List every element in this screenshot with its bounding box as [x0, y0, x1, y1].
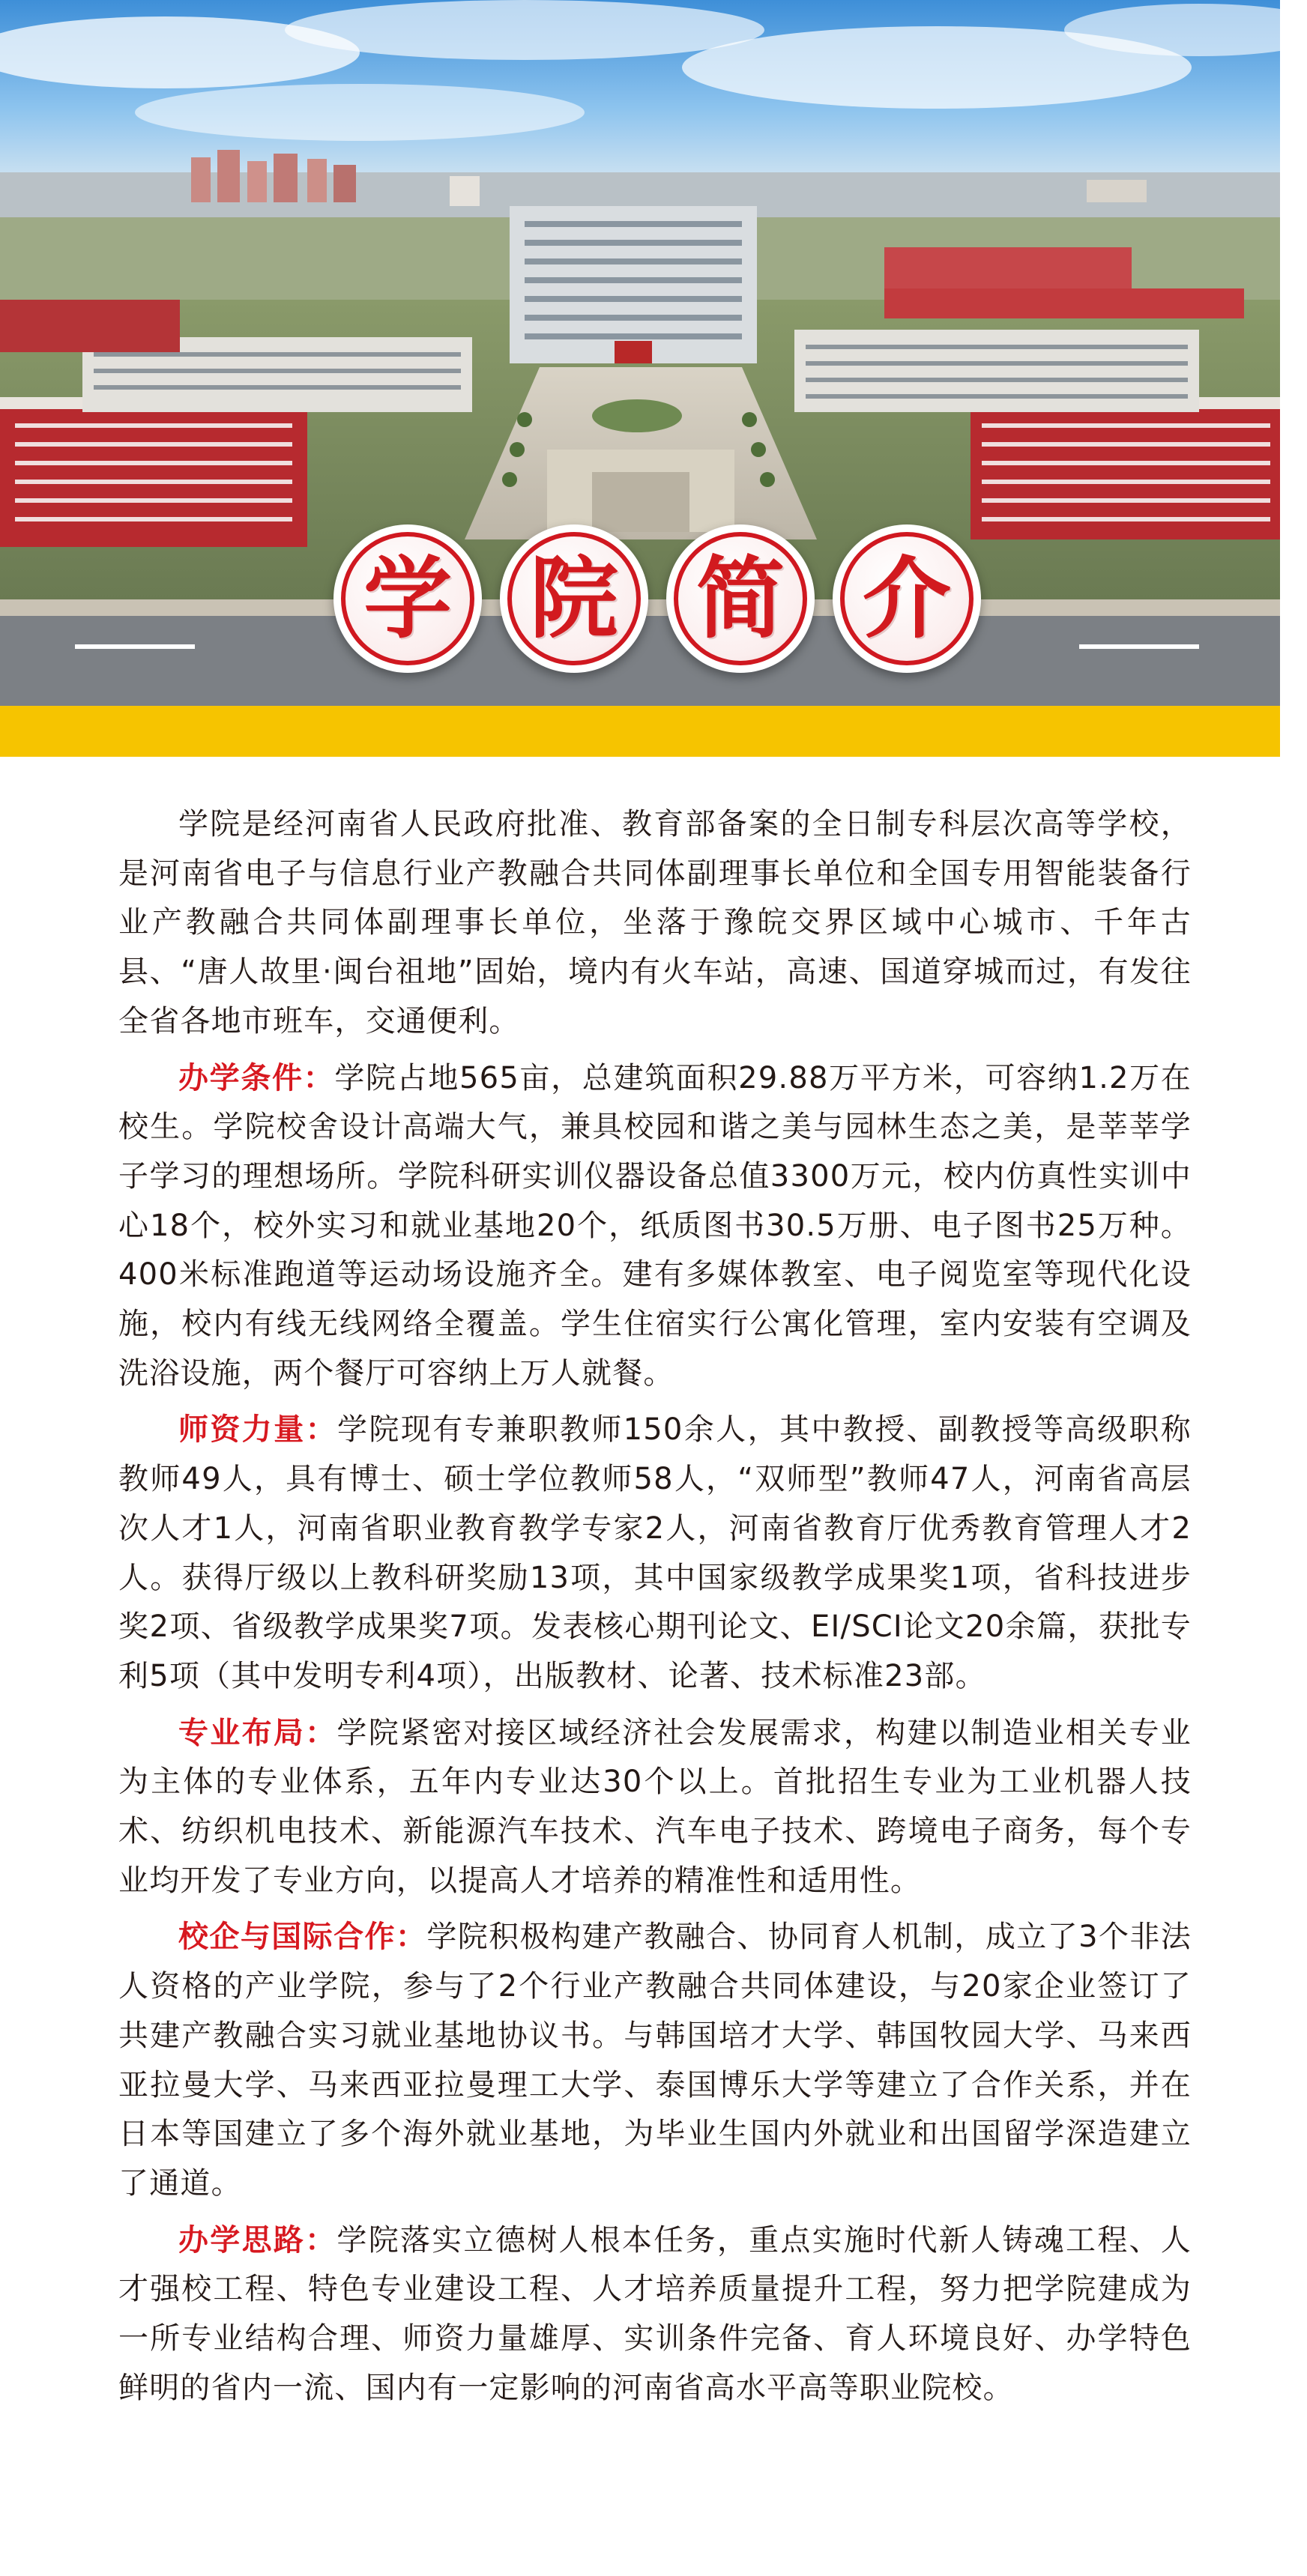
- section-label: 办学条件：: [178, 1060, 335, 1095]
- yellow-divider-bar: [0, 706, 1280, 757]
- title-badge: [666, 524, 815, 673]
- section-text: 学院紧密对接区域经济社会发展需求，构建以制造业相关专业为主体的专业体系，五年内专业达30个以上。首批招生专业为工业机器人技术、纺织机电技术、新能源汽车技术、汽车电子技术、跨境电子商务，每个专业均开发了专业方向，以提高人才培养的精准性和适用性。: [118, 1715, 1192, 1898]
- section-philosophy: [118, 2216, 1192, 2413]
- section-text: 学院积极构建产教融合、协同育人机制，成立了3个非法人资格的产业学院，参与了2个行业产教融合共同体建设，与20家企业签订了共建产教融合实习就业基地协议书。与韩国培才大学、韩国牧园大学、马来西亚拉曼大学、马来西亚拉曼理工大学、泰国博乐大学等建立了合作关系，并在日本等国建立了多个海外就业基地，为毕业生国内外就业和出国留学深造建立了通道。: [118, 1920, 1192, 2201]
- intro-paragraph: [118, 800, 1192, 1047]
- section-label: 专业布局：: [178, 1715, 337, 1750]
- section-label: 办学思路：: [178, 2222, 337, 2258]
- section-text: 学院落实立德树人根本任务，重点实施时代新人铸魂工程、人才强校工程、特色专业建设工程、人才培养质量提升工程，努力把学院建成为一所专业结构合理、师资力量雄厚、实训条件完备、育人环境良好、办学特色鲜明的省内一流、国内有一定影响的河南省高水平高等职业院校。: [118, 2222, 1192, 2405]
- campus-aerial-photo: [0, 0, 1280, 706]
- title-badge: [333, 524, 482, 673]
- section-text: 学院占地565亩，总建筑面积29.88万平方米，可容纳1.2万在校生。学院校舍设计高端大气，兼具校园和谐之美与园林生态之美，是莘莘学子学习的理想场所。学院科研实训仪器设备总值3300万元，校内仿真性实训中心18个，校外实习和就业基地20个，纸质图书30.5万册、电子图书25万种。400米标准跑道等运动场设施齐全。建有多媒体教室、电子阅览室等现代化设施，校内有线无线网络全覆盖。学生住宿实行公寓化管理，室内安装有空调及洗浴设施，两个餐厅可容纳上万人就餐。: [118, 1060, 1192, 1391]
- title-badge: [833, 524, 981, 673]
- intro-text: 学院是经河南省人民政府批准、教育部备案的全日制专科层次高等学校，是河南省电子与信息行业产教融合共同体副理事长单位和全国专用智能装备行业产教融合共同体副理事长单位，坐落于豫皖交界区域中心城市、千年古县、“唐人故里·闽台祖地”固始，境内有火车站，高速、国道穿城而过，有发往全省各地市班车，交通便利。: [118, 807, 1192, 1038]
- title-badges: [333, 524, 981, 697]
- title-char: 院: [529, 546, 618, 650]
- title-badge: [500, 524, 648, 673]
- section-label: 校企与国际合作：: [178, 1920, 427, 1955]
- section-majors: [118, 1709, 1192, 1906]
- section-cooperation: [118, 1913, 1192, 2208]
- section-text: 学院现有专兼职教师150余人，其中教授、副教授等高级职称教师49人，具有博士、硕士学位教师58人，“双师型”教师47人，河南省高层次人才1人，河南省职业教育教学专家2人，河南省教育厅优秀教育管理人才2人。获得厅级以上教科研奖励13项，其中国家级教学成果奖1项，省科技进步奖2项、省级教学成果奖7项。发表核心期刊论文、EI/SCI论文20余篇，获批专利5项（其中发明专利4项），出版教材、论著、技术标准23部。: [118, 1412, 1192, 1693]
- section-conditions: [118, 1054, 1192, 1399]
- intro-content: [118, 800, 1192, 2421]
- title-char: 介: [862, 546, 951, 650]
- section-label: 师资力量：: [178, 1412, 338, 1448]
- section-faculty: [118, 1406, 1192, 1701]
- title-char: 学: [363, 546, 452, 650]
- title-char: 简: [695, 546, 785, 650]
